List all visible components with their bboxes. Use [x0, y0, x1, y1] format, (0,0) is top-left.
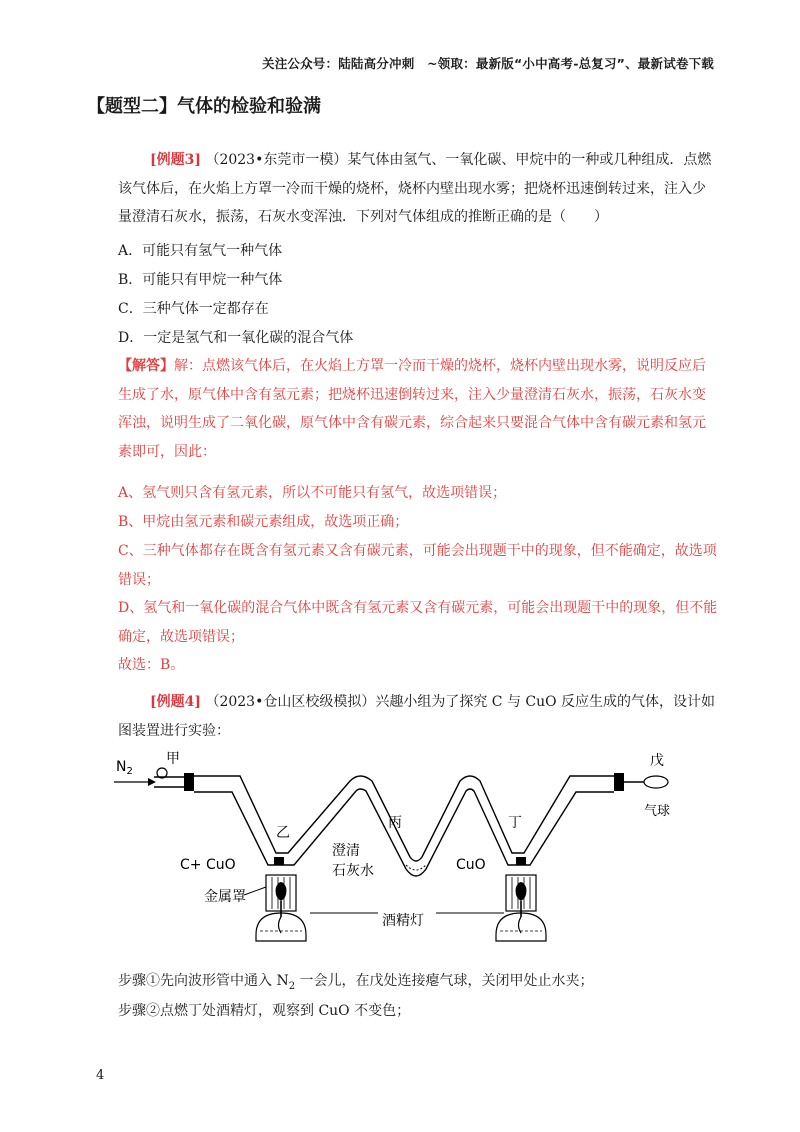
bing-label: 丙 — [388, 815, 402, 831]
inlet-arrow-head — [148, 778, 156, 786]
example4-label: [例题4] — [150, 694, 201, 710]
step2-text: 点燃丁处酒精灯，观察到 CuO 不变色； — [160, 1003, 411, 1019]
page-number: 4 — [96, 1068, 105, 1083]
example3-question — [118, 146, 718, 232]
stopper-right — [614, 773, 624, 791]
step-1 — [118, 970, 594, 992]
section-title: 【题型二】气体的检验和验满 — [87, 96, 321, 117]
cuo-sample — [516, 857, 526, 865]
yi-label: 乙 — [276, 825, 290, 841]
c-cuo-label: C+ CuO — [180, 857, 236, 873]
option-d: D．一定是氢气和一氧化碳的混合气体 — [118, 330, 354, 346]
solution-label: 【解答】 — [118, 358, 174, 374]
right-burner — [496, 875, 546, 941]
step1-text-a: 先向波形管中通入 N — [160, 973, 289, 989]
solution-d: D、氢气和一氧化碳的混合气体中既含有氢元素又含有碳元素，可能会出现题干中的现象，但不能确定，故选项错误； — [118, 600, 718, 645]
solution-c: C、三种气体都存在既含有氢元素又含有碳元素，可能会出现题干中的现象，但不能确定，故选项错误； — [118, 543, 717, 588]
header-note: 关注公众号：陆陆高分冲刺 ~领取：最新版“小中高考-总复习”、最新试卷下载 — [262, 56, 714, 71]
step1-subscript: 2 — [288, 980, 296, 992]
wave-tube-outer — [194, 776, 614, 861]
alcohol-lamp-label: 酒精灯 — [382, 913, 424, 929]
step-2 — [118, 1000, 410, 1020]
option-a: A．可能只有氢气一种气体 — [118, 243, 283, 259]
c-cuo-sample — [274, 857, 284, 865]
balloon — [644, 776, 668, 788]
solution-intro-text: 解：点燃该气体后，在火焰上方罩一冷而干燥的烧杯，烧杯内壁出现水雾，说明反应后生成了水，原气体中含有氢元素；把烧杯迅速倒转过来，注入少量澄清石灰水，振荡，石灰水变浑浊，说明生成了二氧化碳，原气体中含有碳元素，综合起来只要混合气体中含有碳元素和氢元素即可，因此： — [118, 358, 706, 460]
apparatus-diagram — [110, 745, 700, 960]
wu-label: 戊 — [650, 753, 664, 769]
jia-label: 甲 — [166, 751, 180, 767]
step1-prefix: 步骤 — [118, 973, 146, 989]
example4-question — [118, 688, 718, 745]
left-burner — [256, 875, 306, 941]
metal-cover-pointer — [244, 887, 266, 895]
step1-text-b: 一会儿，在戊处连接瘪气球，关闭甲处止水夹； — [295, 973, 594, 989]
wave-tube-inner — [194, 789, 614, 876]
step1-number: ① — [146, 973, 160, 989]
stopper-left — [184, 773, 194, 791]
step2-prefix: 步骤 — [118, 1003, 146, 1019]
example3-text: （2023•东莞市一模）某气体由氢气、一氧化碳、甲烷中的一种或几种组成．点燃该气体后，在火焰上方罩一冷而干燥的烧杯，烧杯内壁出现水雾；把烧杯迅速倒转过来，注入少量澄清石灰水，振荡，石灰水变浑浊．下列对气体组成的推断正确的是（ ） — [118, 152, 712, 225]
lime-water-label-1: 澄清 — [332, 843, 360, 859]
example3-label: [例题3] — [150, 152, 201, 168]
solution-a: A、氢气则只含有氢元素，所以不可能只有氢气，故选项错误； — [118, 485, 507, 501]
clamp — [154, 777, 184, 787]
n2-label: $N_2$ — [116, 759, 133, 777]
solution-b: B、甲烷由氢元素和碳元素组成，故选项正确； — [118, 514, 409, 530]
option-c: C．三种气体一定都存在 — [118, 301, 269, 317]
lime-water-label-2: 石灰水 — [332, 863, 374, 879]
lime-water — [406, 865, 426, 870]
solution-intro — [118, 352, 718, 466]
metal-cover-label: 金属罩 — [204, 889, 246, 905]
ding-label: 丁 — [508, 815, 522, 831]
solution-answer: 故选：B。 — [118, 657, 185, 673]
option-b: B．可能只有甲烷一种气体 — [118, 272, 283, 288]
example4-text: （2023•仓山区校级模拟）兴趣小组为了探究 C 与 CuO 反应生成的气体，设计如图装置进行实验： — [118, 694, 716, 739]
step2-number: ② — [146, 1003, 160, 1019]
cuo-label: CuO — [456, 857, 486, 873]
balloon-label: 气球 — [644, 804, 671, 819]
